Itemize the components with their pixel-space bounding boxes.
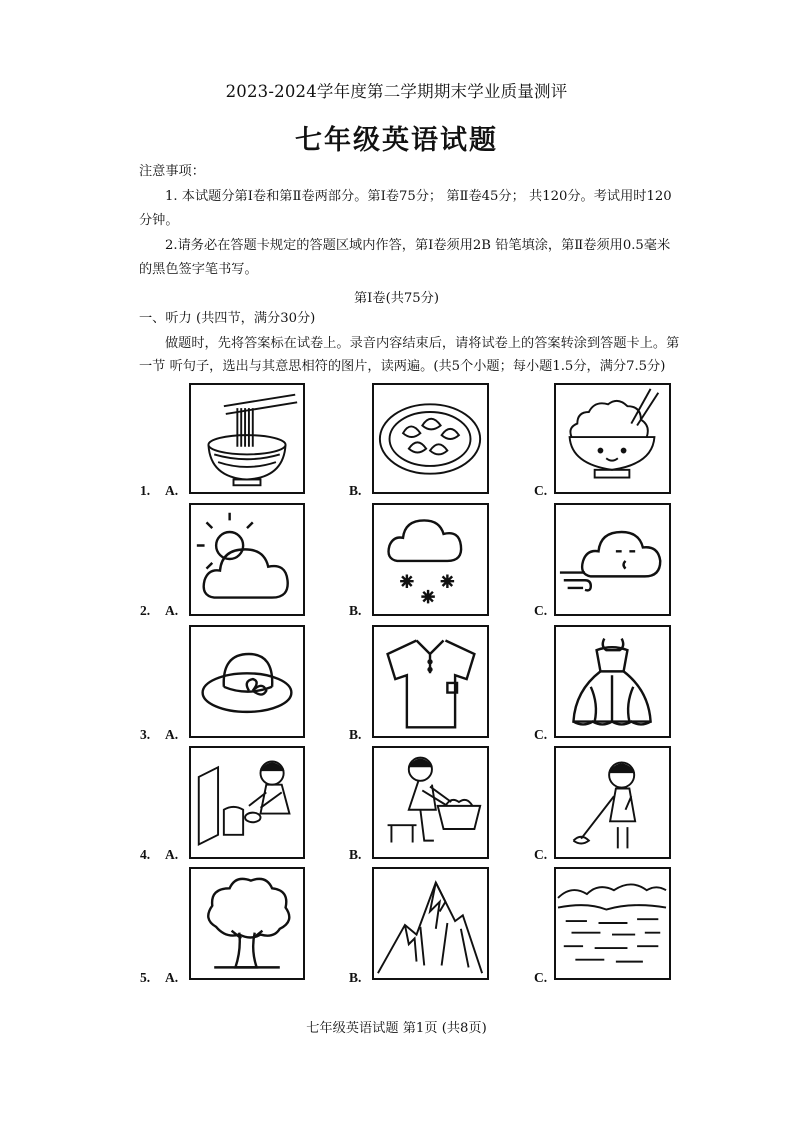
option-label-a: A.: [165, 847, 179, 862]
option-label-c: C.: [534, 847, 548, 862]
option-label-c: C.: [534, 727, 548, 742]
note-item-1: 1. 本试题分第Ⅰ卷和第Ⅱ卷两部分。第Ⅰ卷75分； 第Ⅱ卷45分； 共120分。考试用时120: [165, 189, 672, 204]
exam-title: 七年级英语试题: [295, 125, 498, 156]
note-item-1-cont: 分钟。: [139, 213, 179, 228]
tree-icon: [189, 867, 305, 980]
question-number: 5.: [140, 970, 151, 985]
page-footer: 七年级英语试题 第1页 (共8页): [306, 1021, 487, 1036]
option-label-b: B.: [349, 970, 362, 985]
dress-icon: [554, 625, 671, 738]
notes-heading: 注意事项：: [139, 164, 205, 179]
note-item-2: 2.请务必在答题卡规定的答题区域内作答，第Ⅰ卷须用2B 铅笔填涂，第Ⅱ卷须用0.5毫米: [165, 238, 671, 253]
question-number: 2.: [140, 603, 151, 618]
girl-washing-dishes-icon: [189, 746, 305, 859]
girl-washing-clothes-icon: [372, 746, 489, 859]
option-label-a: A.: [165, 483, 179, 498]
rice-bowl-icon: [554, 383, 671, 494]
question-number: 3.: [140, 727, 151, 742]
option-label-c: C.: [534, 483, 548, 498]
option-label-b: B.: [349, 847, 362, 862]
option-label-c: C.: [534, 970, 548, 985]
noodles-bowl-icon: [189, 383, 305, 494]
note-item-2-cont: 的黑色签字笔书写。: [139, 262, 258, 277]
wind-cloud-icon: [554, 503, 671, 616]
part-instruction-cont: 一节 听句子，选出与其意思相符的图片，读两遍。(共5个小题；每小题1.5分，满分7.5分): [139, 359, 666, 374]
option-label-b: B.: [349, 603, 362, 618]
lake-icon: [554, 867, 671, 980]
hat-icon: [189, 625, 305, 738]
exam-subtitle: 2023-2024学年度第二学期期末学业质量测评: [225, 82, 568, 101]
dumplings-plate-icon: [372, 383, 489, 494]
question-number: 1.: [140, 483, 151, 498]
option-label-b: B.: [349, 483, 362, 498]
section-title: 第Ⅰ卷(共75分): [353, 291, 440, 306]
question-number: 4.: [140, 847, 151, 862]
mountain-icon: [372, 867, 489, 980]
sun-cloud-icon: [189, 503, 305, 616]
snow-cloud-icon: [372, 503, 489, 616]
shirt-icon: [372, 625, 489, 738]
option-label-a: A.: [165, 970, 179, 985]
girl-mopping-icon: [554, 746, 671, 859]
option-label-a: A.: [165, 603, 179, 618]
option-label-a: A.: [165, 727, 179, 742]
part-heading: 一、听力 (共四节，满分30分): [139, 311, 316, 326]
part-instruction: 做题时，先将答案标在试卷上。录音内容结束后，请将试卷上的答案转涂到答题卡上。第: [165, 336, 680, 351]
option-label-c: C.: [534, 603, 548, 618]
option-label-b: B.: [349, 727, 362, 742]
